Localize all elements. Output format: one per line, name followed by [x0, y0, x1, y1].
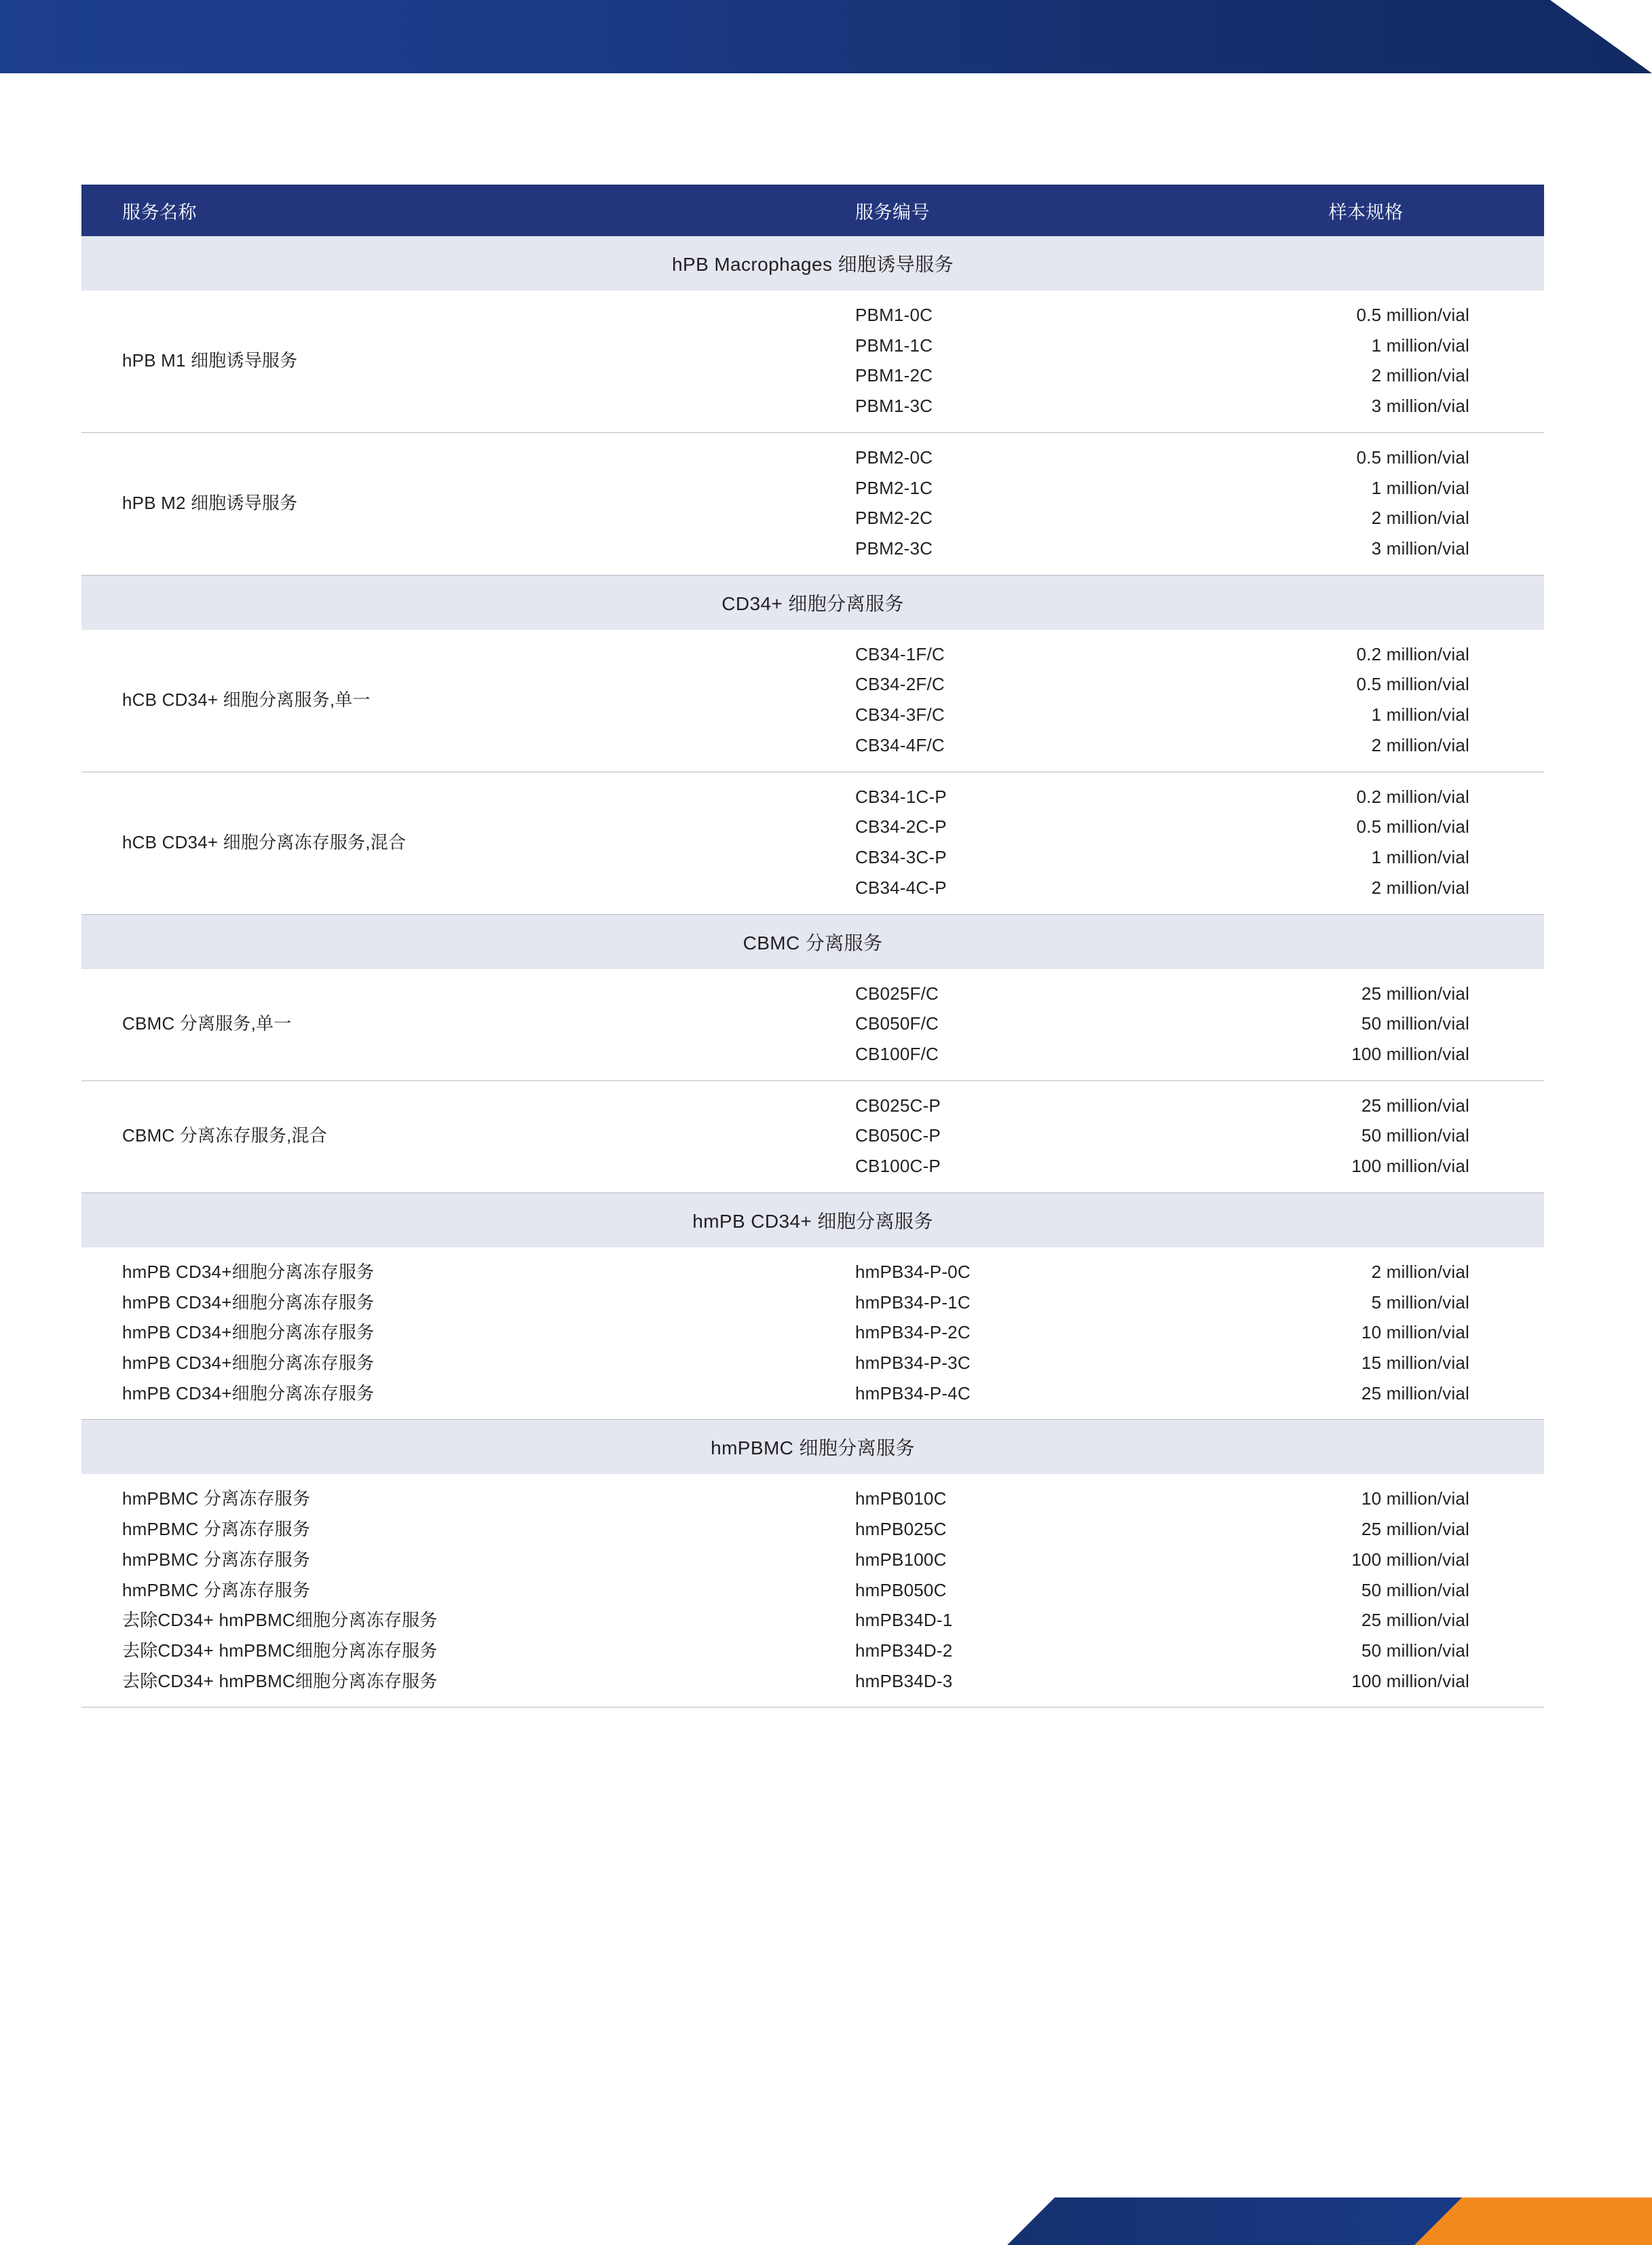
cell-line: 0.2 million/vial [1356, 786, 1469, 807]
table-body [81, 236, 1544, 1708]
service-code-cell [835, 772, 1188, 914]
service-code-cell [835, 1080, 1188, 1192]
sample-spec-cell [1188, 1080, 1544, 1192]
service-name-cell [81, 1247, 835, 1420]
table-row [81, 772, 1544, 914]
cell-line: PBM1-0C [855, 305, 933, 325]
sample-spec-cell [1188, 1247, 1544, 1420]
cell-line: 0.5 million/vial [1356, 674, 1469, 695]
table-header-row [81, 185, 1544, 236]
cell-line: CB34-2C-P [855, 816, 947, 837]
cell-line: 50 million/vial [1361, 1640, 1469, 1661]
column-header-sample-spec: 样本规格 [1188, 185, 1544, 236]
section-title: hmPB CD34+ 细胞分离服务 [81, 1192, 1544, 1247]
service-code-cell [835, 1474, 1188, 1708]
cell-line: hmPB100C [855, 1549, 947, 1570]
cell-line: 1 million/vial [1371, 847, 1469, 868]
cell-line: 去除CD34+ hmPBMC细胞分离冻存服务 [122, 1670, 438, 1691]
cell-line: 100 million/vial [1351, 1043, 1469, 1064]
service-name-cell [81, 630, 835, 772]
cell-line: hCB CD34+ 细胞分离冻存服务,混合 [122, 831, 407, 852]
cell-line: hmPB CD34+细胞分离冻存服务 [122, 1322, 375, 1343]
cell-line: hmPB34-P-4C [855, 1382, 971, 1403]
sample-spec-cell [1188, 432, 1544, 575]
cell-line: 25 million/vial [1361, 1610, 1469, 1631]
cell-line: 2 million/vial [1371, 734, 1469, 755]
sample-spec-cell [1188, 290, 1544, 432]
cell-line: hmPB010C [855, 1488, 947, 1509]
cell-line: 1 million/vial [1371, 335, 1469, 356]
cell-line: CB34-2F/C [855, 674, 945, 695]
cell-line: CB34-4C-P [855, 877, 947, 898]
table-row [81, 630, 1544, 772]
cell-line: CBMC 分离服务,单一 [122, 1013, 292, 1034]
cell-line: hCB CD34+ 细胞分离服务,单一 [122, 689, 371, 710]
bottom-banner [0, 2197, 1652, 2245]
cell-line: PBM2-1C [855, 477, 933, 498]
cell-line: hmPB34D-1 [855, 1610, 953, 1631]
services-table [81, 185, 1544, 1708]
cell-line: hmPB34-P-2C [855, 1322, 971, 1343]
cell-line: 去除CD34+ hmPBMC细胞分离冻存服务 [122, 1640, 438, 1661]
cell-line: hmPB CD34+细胞分离冻存服务 [122, 1291, 375, 1313]
service-name-cell [81, 1080, 835, 1192]
cell-line: CBMC 分离冻存服务,混合 [122, 1125, 327, 1146]
service-name-cell [81, 432, 835, 575]
service-code-cell [835, 630, 1188, 772]
table-row [81, 1247, 1544, 1420]
cell-line: CB34-3C-P [855, 847, 947, 868]
cell-line: 50 million/vial [1361, 1013, 1469, 1034]
cell-line: hPB M1 细胞诱导服务 [122, 350, 298, 371]
cell-line: 0.5 million/vial [1356, 305, 1469, 325]
service-name-cell [81, 290, 835, 432]
cell-line: hmPBMC 分离冻存服务 [122, 1488, 311, 1509]
cell-line: 10 million/vial [1361, 1322, 1469, 1343]
cell-line: hmPB050C [855, 1579, 947, 1600]
cell-line: 2 million/vial [1371, 877, 1469, 898]
cell-line: 25 million/vial [1361, 1382, 1469, 1403]
cell-line: CB025F/C [855, 983, 939, 1004]
cell-line: PBM1-3C [855, 396, 933, 417]
service-name-cell [81, 772, 835, 914]
cell-line: CB34-3F/C [855, 704, 945, 725]
cell-line: hPB M2 细胞诱导服务 [122, 492, 298, 513]
cell-line: PBM1-1C [855, 335, 933, 356]
cell-line: PBM2-2C [855, 508, 933, 529]
service-code-cell [835, 432, 1188, 575]
cell-line: 25 million/vial [1361, 1519, 1469, 1540]
cell-line: 10 million/vial [1361, 1488, 1469, 1509]
sample-spec-cell [1188, 772, 1544, 914]
cell-line: CB34-4F/C [855, 734, 945, 755]
cell-line: 0.5 million/vial [1356, 816, 1469, 837]
cell-line: 100 million/vial [1351, 1156, 1469, 1177]
section-title: CD34+ 细胞分离服务 [81, 575, 1544, 630]
cell-line: hmPB CD34+细胞分离冻存服务 [122, 1352, 375, 1373]
table-row [81, 1474, 1544, 1708]
top-banner [0, 0, 1652, 73]
cell-line: 3 million/vial [1371, 538, 1469, 559]
cell-line: CB050F/C [855, 1013, 939, 1034]
cell-line: 25 million/vial [1361, 983, 1469, 1004]
cell-line: 0.2 million/vial [1356, 643, 1469, 664]
cell-line: hmPB CD34+细胞分离冻存服务 [122, 1382, 375, 1403]
sample-spec-cell [1188, 630, 1544, 772]
cell-line: 2 million/vial [1371, 1261, 1469, 1282]
column-header-service-name: 服务名称 [81, 185, 835, 236]
cell-line: 2 million/vial [1371, 365, 1469, 386]
cell-line: hmPBMC 分离冻存服务 [122, 1549, 311, 1570]
section-header-row [81, 1192, 1544, 1247]
section-header-row [81, 575, 1544, 630]
cell-line: hmPB CD34+细胞分离冻存服务 [122, 1261, 375, 1282]
section-header-row [81, 236, 1544, 290]
table-row [81, 432, 1544, 575]
cell-line: CB34-1F/C [855, 643, 945, 664]
service-name-cell [81, 969, 835, 1081]
cell-line: 50 million/vial [1361, 1579, 1469, 1600]
section-title: CBMC 分离服务 [81, 914, 1544, 969]
column-header-service-code: 服务编号 [835, 185, 1188, 236]
table-header [81, 185, 1544, 236]
cell-line: hmPB34-P-1C [855, 1291, 971, 1313]
table-row [81, 290, 1544, 432]
cell-line: PBM2-0C [855, 447, 933, 468]
cell-line: 1 million/vial [1371, 477, 1469, 498]
cell-line: 25 million/vial [1361, 1095, 1469, 1116]
cell-line: hmPBMC 分离冻存服务 [122, 1519, 311, 1540]
cell-line: hmPB34-P-3C [855, 1352, 971, 1373]
cell-line: 5 million/vial [1371, 1291, 1469, 1313]
cell-line: hmPB34D-2 [855, 1640, 953, 1661]
cell-line: 1 million/vial [1371, 704, 1469, 725]
cell-line: 15 million/vial [1361, 1352, 1469, 1373]
services-table-container [81, 185, 1544, 1708]
service-code-cell [835, 969, 1188, 1081]
cell-line: PBM1-2C [855, 365, 933, 386]
service-code-cell [835, 1247, 1188, 1420]
cell-line: hmPBMC 分离冻存服务 [122, 1579, 311, 1600]
cell-line: CB050C-P [855, 1125, 941, 1146]
cell-line: hmPB025C [855, 1519, 947, 1540]
cell-line: 0.5 million/vial [1356, 447, 1469, 468]
sample-spec-cell [1188, 969, 1544, 1081]
cell-line: 2 million/vial [1371, 508, 1469, 529]
service-name-cell [81, 1474, 835, 1708]
table-row [81, 1080, 1544, 1192]
top-banner-corner-shape [1550, 0, 1652, 73]
cell-line: 50 million/vial [1361, 1125, 1469, 1146]
section-header-row [81, 914, 1544, 969]
cell-line: CB100F/C [855, 1043, 939, 1064]
cell-line: 去除CD34+ hmPBMC细胞分离冻存服务 [122, 1610, 438, 1631]
section-title: hPB Macrophages 细胞诱导服务 [81, 236, 1544, 290]
cell-line: 100 million/vial [1351, 1670, 1469, 1691]
section-header-row [81, 1420, 1544, 1475]
cell-line: CB025C-P [855, 1095, 941, 1116]
section-title: hmPBMC 细胞分离服务 [81, 1420, 1544, 1475]
service-code-cell [835, 290, 1188, 432]
sample-spec-cell [1188, 1474, 1544, 1708]
cell-line: PBM2-3C [855, 538, 933, 559]
cell-line: CB100C-P [855, 1156, 941, 1177]
cell-line: 3 million/vial [1371, 396, 1469, 417]
cell-line: 100 million/vial [1351, 1549, 1469, 1570]
cell-line: hmPB34-P-0C [855, 1261, 971, 1282]
cell-line: CB34-1C-P [855, 786, 947, 807]
table-row [81, 969, 1544, 1081]
cell-line: hmPB34D-3 [855, 1670, 953, 1691]
